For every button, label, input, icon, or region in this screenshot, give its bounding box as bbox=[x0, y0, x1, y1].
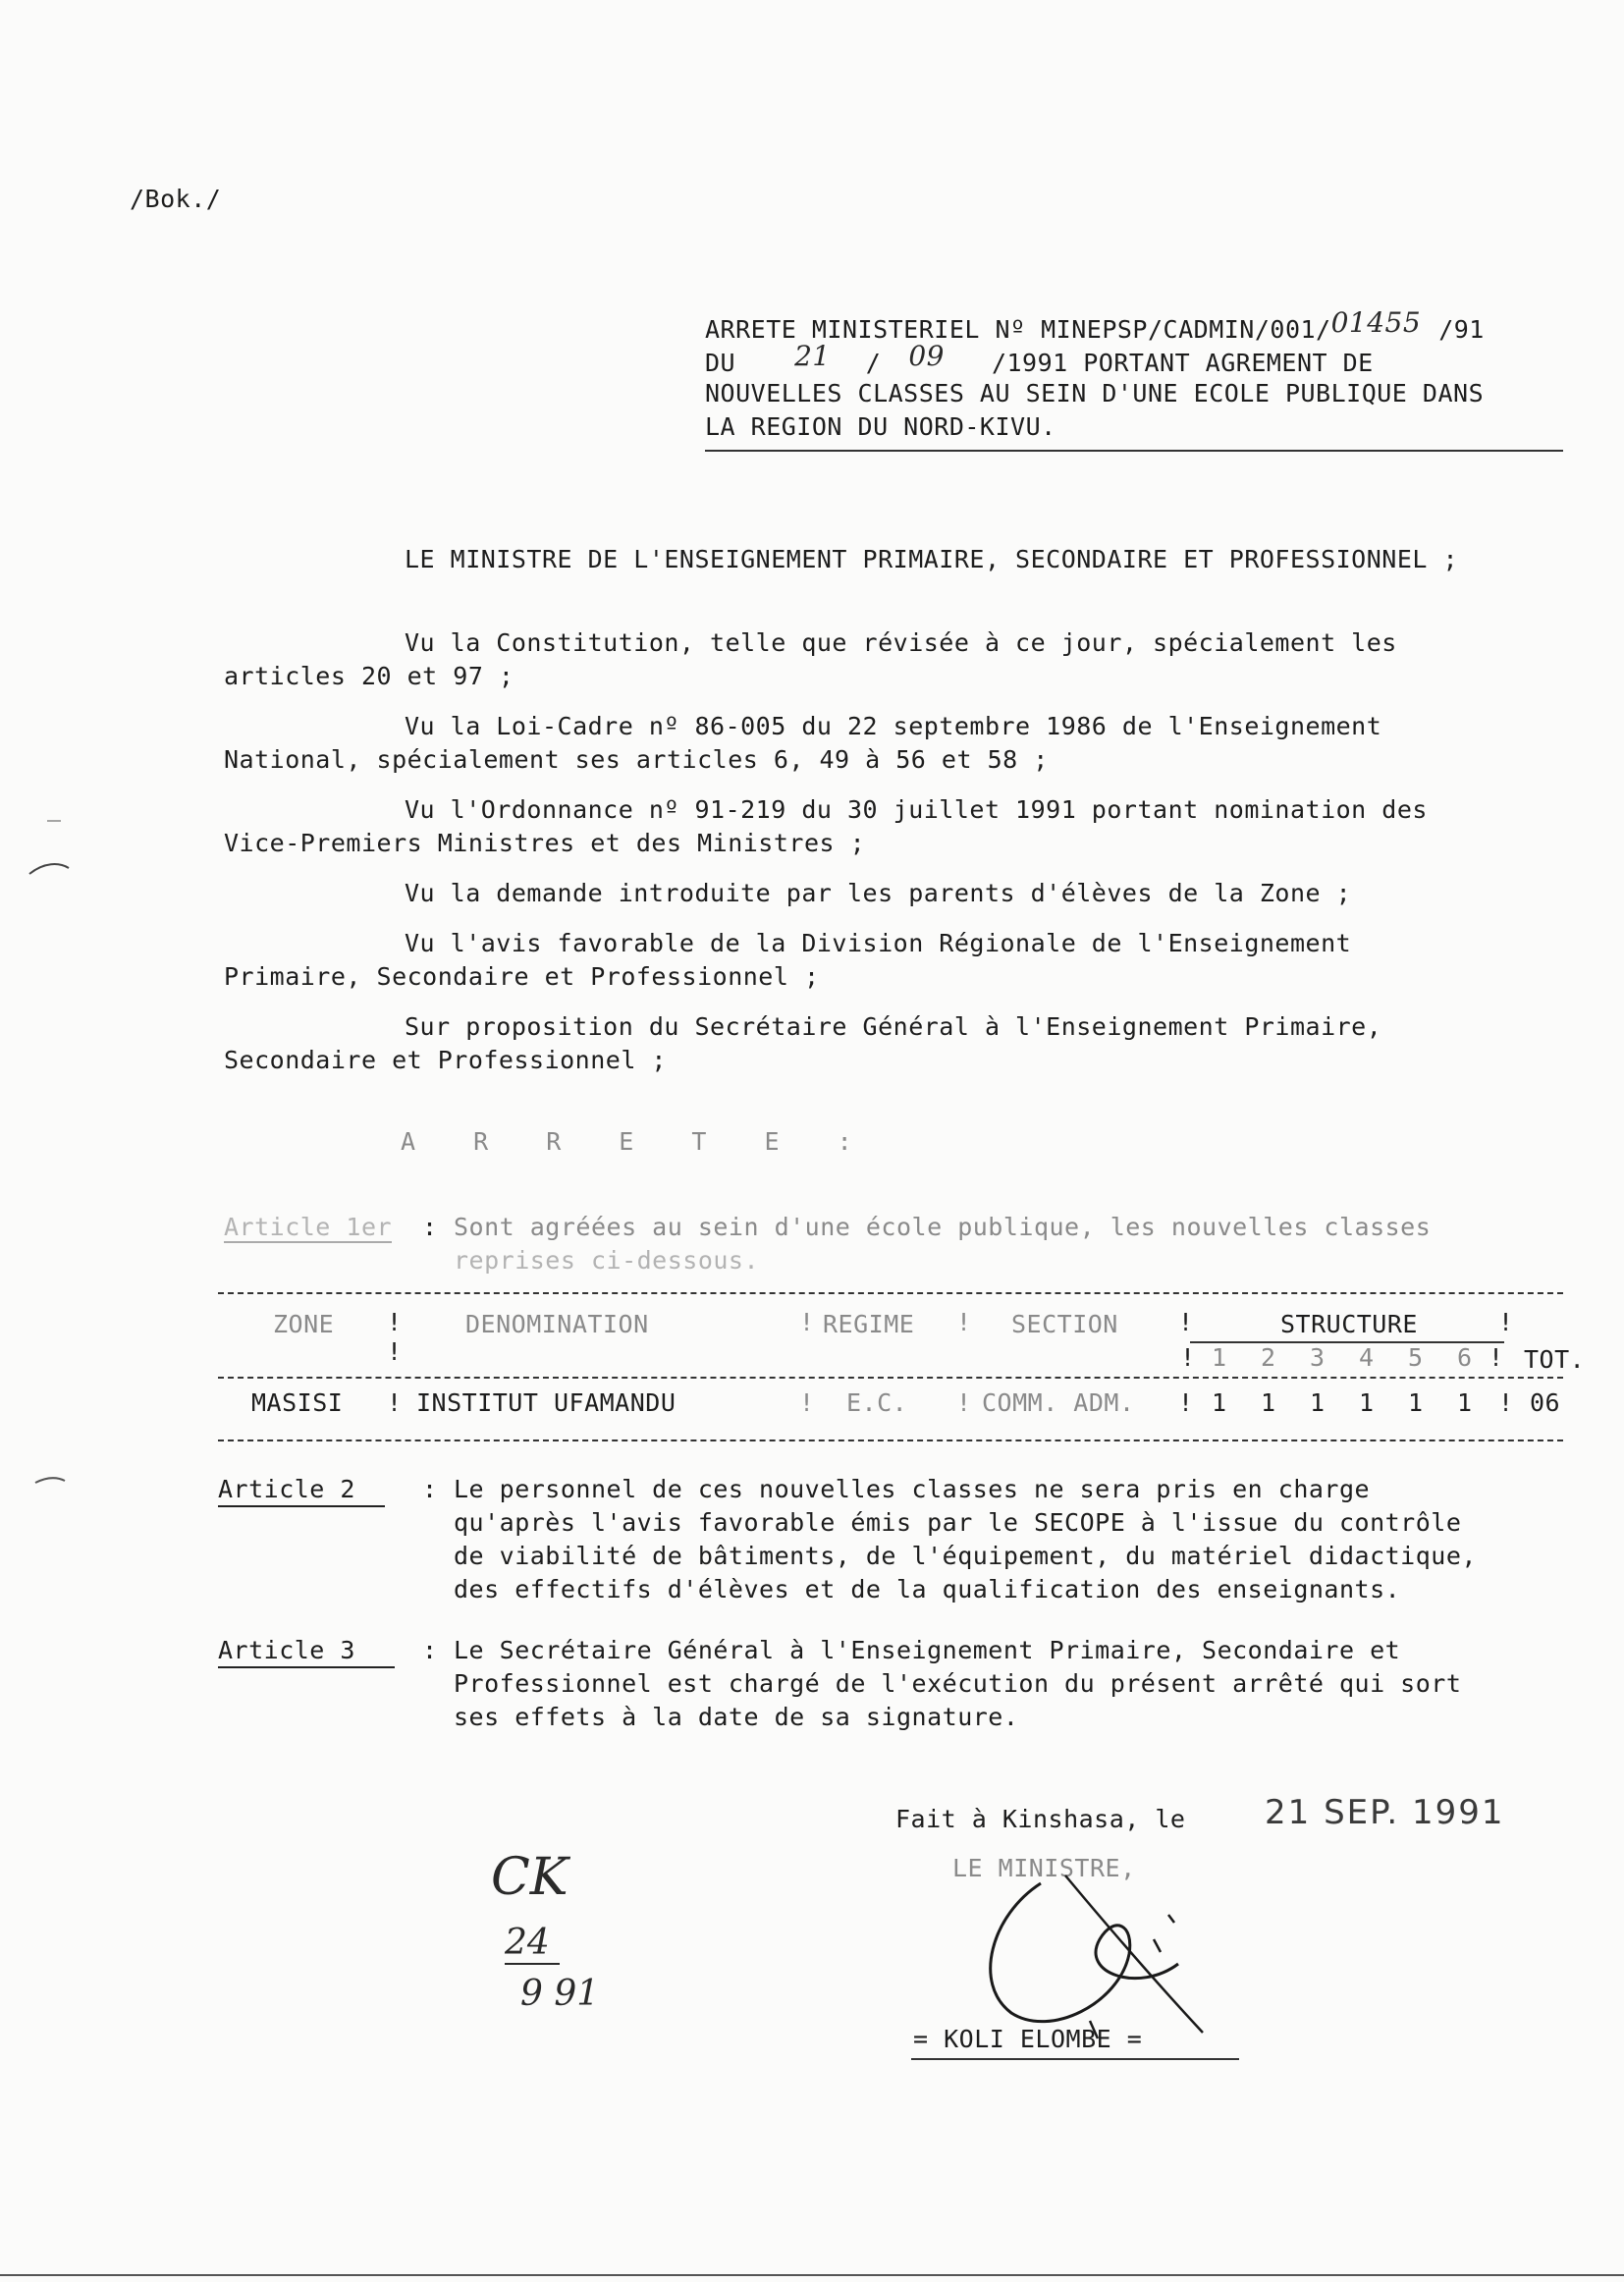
article-1-colon: : bbox=[422, 1213, 438, 1241]
title-line-1-suffix: /91 bbox=[1438, 315, 1485, 344]
date-stamp: 21 SEP. 1991 bbox=[1265, 1793, 1505, 1832]
scan-margin-marks bbox=[0, 805, 79, 1551]
structure-subheader bbox=[1180, 1341, 1504, 1372]
article-2-label: Article 2 bbox=[218, 1475, 385, 1507]
col-divider-1-top: ! bbox=[387, 1308, 403, 1336]
col-divider-3-top: ! bbox=[956, 1308, 972, 1336]
row-denomination: INSTITUT UFAMANDU bbox=[416, 1388, 677, 1417]
row-structure-6: 1 bbox=[1457, 1388, 1473, 1417]
margin-initials: CK bbox=[491, 1848, 568, 1907]
col-divider-4-top: ! bbox=[1178, 1308, 1194, 1336]
header-zone: ZONE bbox=[273, 1310, 335, 1338]
title-date-separator: / bbox=[865, 349, 882, 377]
table-row bbox=[218, 1388, 1563, 1428]
decree-title-block bbox=[705, 306, 1569, 450]
arrete-heading: A R R E T E : bbox=[401, 1127, 874, 1156]
minister-signature bbox=[933, 1846, 1257, 2042]
row-structure-3: 1 bbox=[1310, 1388, 1326, 1417]
margin-date-top: 24 bbox=[505, 1923, 560, 1965]
row-structure-4: 1 bbox=[1359, 1388, 1375, 1417]
row-structure-5: 1 bbox=[1408, 1388, 1424, 1417]
article-3-line-3: ses effets à la date de sa signature. bbox=[454, 1703, 1019, 1731]
consideration-4-line-1: Vu la demande introduite par les parents d'élèves de la Zone ; bbox=[405, 879, 1352, 907]
consideration-6-line-2: Secondaire et Professionnel ; bbox=[224, 1046, 667, 1074]
decree-month-handwritten: 09 bbox=[908, 340, 945, 372]
title-line-1-prefix: ARRETE MINISTERIEL Nº MINEPSP/CADMIN/001/ bbox=[705, 315, 1331, 344]
row-divider-5: ! bbox=[1498, 1388, 1514, 1417]
row-section: COMM. ADM. bbox=[982, 1388, 1135, 1417]
decree-day-handwritten: 21 bbox=[794, 340, 831, 372]
row-structure-1: 1 bbox=[1212, 1388, 1227, 1417]
article-1-label: Article 1er bbox=[224, 1213, 393, 1241]
table-bottom-rule bbox=[218, 1440, 1563, 1441]
row-divider-2: ! bbox=[799, 1388, 815, 1417]
structure-level-1: 1 bbox=[1212, 1343, 1227, 1372]
minister-name: = KOLI ELOMBE = bbox=[913, 2025, 1143, 2053]
consideration-1-line-2: articles 20 et 97 ; bbox=[224, 662, 514, 690]
header-denomination: DENOMINATION bbox=[465, 1310, 649, 1338]
minister-name-underline bbox=[911, 2058, 1239, 2060]
document-reference: /Bok./ bbox=[130, 185, 222, 213]
row-structure-2: 1 bbox=[1261, 1388, 1276, 1417]
margin-date-bottom: 9 91 bbox=[520, 1974, 600, 2014]
article-3-line-1: Le Secrétaire Général à l'Enseignement Primaire, Secondaire et bbox=[454, 1636, 1401, 1664]
title-line-2 bbox=[705, 340, 1374, 378]
article-3-colon: : bbox=[422, 1636, 438, 1664]
structure-level-6: 6 bbox=[1457, 1343, 1473, 1372]
table-top-rule bbox=[218, 1292, 1563, 1294]
row-regime: E.C. bbox=[846, 1388, 908, 1417]
header-total: TOT. bbox=[1524, 1345, 1586, 1374]
col-divider-5-top: ! bbox=[1498, 1308, 1514, 1336]
consideration-2-line-1: Vu la Loi-Cadre nº 86-005 du 22 septembre 1986 de l'Enseignement bbox=[405, 712, 1382, 740]
consideration-6-line-1: Sur proposition du Secrétaire Général à l'Enseignement Primaire, bbox=[405, 1012, 1382, 1041]
row-zone: MASISI bbox=[251, 1388, 344, 1417]
col-divider-1-mid: ! bbox=[387, 1337, 403, 1366]
article-2-line-4: des effectifs d'élèves et de la qualification des enseignants. bbox=[454, 1575, 1401, 1603]
table-header-rule bbox=[218, 1377, 1563, 1379]
structure-level-5: 5 bbox=[1408, 1343, 1424, 1372]
title-line-2-suffix: /1991 PORTANT AGREMENT DE bbox=[991, 349, 1374, 377]
title-line-4: LA REGION DU NORD-KIVU. bbox=[705, 412, 1056, 441]
structure-level-4: 4 bbox=[1359, 1343, 1375, 1372]
consideration-5-line-1: Vu l'avis favorable de la Division Régionale de l'Enseignement bbox=[405, 929, 1352, 957]
consideration-3-line-1: Vu l'Ordonnance nº 91-219 du 30 juillet 1991 portant nomination des bbox=[405, 795, 1428, 824]
article-3-label: Article 3 bbox=[218, 1636, 395, 1668]
col-divider-2-top: ! bbox=[799, 1308, 815, 1336]
structure-level-3: 3 bbox=[1310, 1343, 1326, 1372]
article-3-line-2: Professionnel est chargé de l'exécution du présent arrêté qui sort bbox=[454, 1669, 1462, 1698]
consideration-1-line-1: Vu la Constitution, telle que révisée à ce jour, spécialement les bbox=[405, 628, 1397, 657]
decree-number-handwritten: 01455 bbox=[1330, 306, 1422, 339]
structure-divider-right: ! bbox=[1489, 1343, 1504, 1372]
row-total: 06 bbox=[1530, 1388, 1561, 1417]
closing-role: LE MINISTRE, bbox=[952, 1854, 1136, 1882]
header-regime: REGIME bbox=[823, 1310, 915, 1338]
header-section: SECTION bbox=[1011, 1310, 1118, 1338]
minister-heading: LE MINISTRE DE L'ENSEIGNEMENT PRIMAIRE, SECONDAIRE ET PROFESSIONNEL ; bbox=[405, 545, 1459, 573]
consideration-3-line-2: Vice-Premiers Ministres et des Ministres ; bbox=[224, 829, 866, 857]
title-line-3: NOUVELLES CLASSES AU SEIN D'UNE ECOLE PUBLIQUE DANS bbox=[705, 379, 1485, 408]
consideration-2-line-2: National, spécialement ses articles 6, 49 à 56 et 58 ; bbox=[224, 745, 1049, 774]
row-divider-3: ! bbox=[956, 1388, 972, 1417]
article-2-line-2: qu'après l'avis favorable émis par le SECOPE à l'issue du contrôle bbox=[454, 1508, 1462, 1537]
article-1-line-1: Sont agréées au sein d'une école publique, les nouvelles classes bbox=[454, 1213, 1432, 1241]
title-underline bbox=[705, 450, 1563, 452]
header-structure: STRUCTURE bbox=[1280, 1310, 1418, 1338]
structure-divider-left: ! bbox=[1180, 1343, 1196, 1372]
title-line-2-prefix: DU bbox=[705, 349, 736, 377]
classes-table bbox=[218, 1298, 1586, 1455]
structure-level-2: 2 bbox=[1261, 1343, 1276, 1372]
closing-place: Fait à Kinshasa, le bbox=[895, 1805, 1186, 1833]
article-2-line-1: Le personnel de ces nouvelles classes ne sera pris en charge bbox=[454, 1475, 1371, 1503]
article-1-line-2: reprises ci-dessous. bbox=[454, 1246, 760, 1275]
page-bottom-edge bbox=[0, 2274, 1624, 2276]
article-2-colon: : bbox=[422, 1475, 438, 1503]
consideration-5-line-2: Primaire, Secondaire et Professionnel ; bbox=[224, 962, 820, 991]
article-2-line-3: de viabilité de bâtiments, de l'équipement, du matériel didactique, bbox=[454, 1542, 1477, 1570]
row-divider-1: ! bbox=[387, 1388, 403, 1417]
row-divider-4: ! bbox=[1178, 1388, 1194, 1417]
